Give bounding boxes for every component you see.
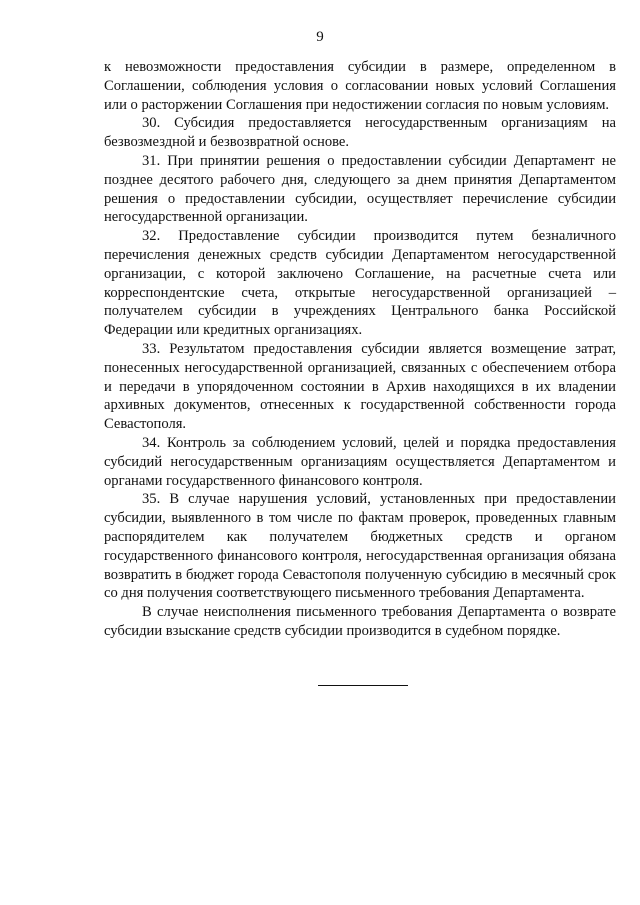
paragraph-33: 33. Результатом предоставления субсидии является возмещение затрат, понесенных негосударственной организацией, связанных с обеспечением отбора и передачи в упорядоченном состоянии в Архив находящихся в их владении архивных документов, отнесенных к государственной собственности города Севастополя.: [104, 340, 616, 433]
paragraph-30: 30. Субсидия предоставляется негосударственным организациям на безвозмездной и безвозвратной основе.: [104, 115, 616, 151]
document-body: [104, 58, 616, 641]
end-separator-line: [318, 685, 408, 686]
paragraph-31: 31. При принятии решения о предоставлении субсидии Департамент не позднее десятого рабочего дня, следующего за днем принятия Департаментом решения о предоставлении субсидии, осуществляет перечисление субсидии негосударственной организации.: [104, 152, 616, 226]
paragraph-35: 35. В случае нарушения условий, установленных при предоставлении субсидии, выявленного в том числе по фактам проверок, проведенных главным распорядителем как получателем бюджетных средств и органом государственного финансового контроля, негосударственная организация обязана возвратить в бюджет города Севастополя полученную субсидию в месячный срок со дня получения соответствующего письменного требования Департамента.: [104, 491, 616, 602]
paragraph-35-continuation: В случае неисполнения письменного требования Департамента о возврате субсидии взыскание средств субсидии производится в судебном порядке.: [104, 604, 616, 639]
page-number: 9: [316, 29, 324, 45]
paragraph-continuation: к невозможности предоставления субсидии в размере, определенном в Соглашении, соблюдения условия о согласовании новых условий Соглашения или о расторжении Соглашения при недостижении согласия по новым условиям.: [104, 59, 616, 113]
paragraph-34: 34. Контроль за соблюдением условий, целей и порядка предоставления субсидий негосударственным организациям осуществляется Департаментом и органами государственного финансового контроля.: [104, 434, 616, 489]
paragraph-32: 32. Предоставление субсидии производится путем безналичного перечисления денежных средств субсидии Департаментом негосударственной организации, с которой заключено Соглашение, на расчетные счета или корреспондентские счета, открытые негосударственной организацией – получателем субсидии в учреждениях Центрального банка Российской Федерации или кредитных организациях.: [104, 228, 616, 339]
